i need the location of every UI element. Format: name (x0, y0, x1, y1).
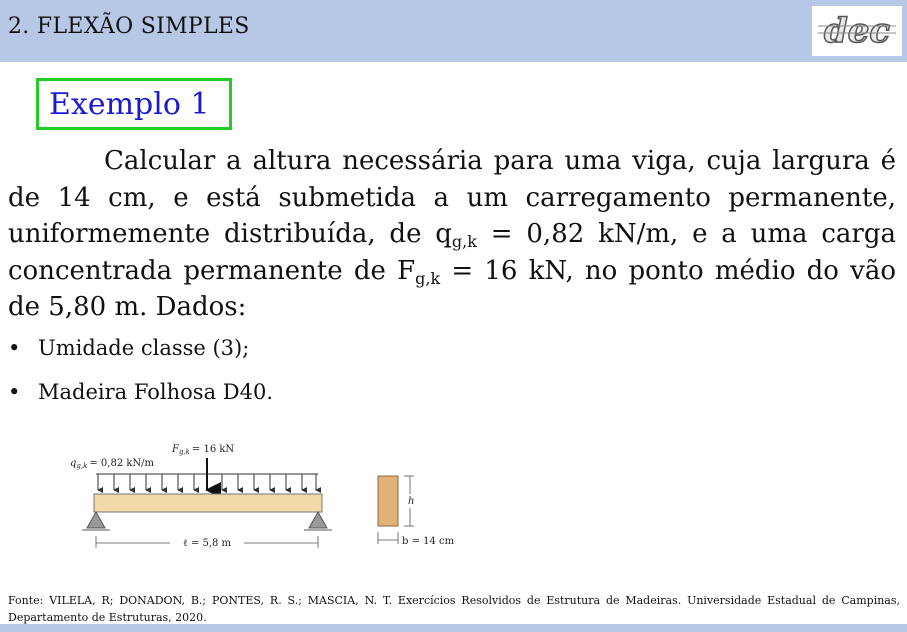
example-heading-box (36, 78, 232, 130)
width-label: b = 14 cm (402, 536, 455, 547)
bottom-bar (0, 624, 907, 632)
statement-part-2: = 0,82 kN/m, e a uma carga concentrada permanente de F (8, 219, 896, 286)
cross-section (378, 476, 398, 526)
list-item-text: Umidade classe (3); (38, 336, 250, 360)
section-title: 2. FLEXÃO SIMPLES (8, 14, 250, 39)
beam (94, 494, 322, 512)
width-dimension (378, 532, 398, 544)
list-item-text: Madeira Folhosa D40. (38, 380, 273, 404)
svg-text:qg,k= 0,82 kN/m: $q_{g,k} = 0,82$ kN/m (70, 458, 155, 470)
point-load-label (171, 444, 234, 456)
example-heading: Exemplo 1 (49, 87, 210, 122)
statement-part-1: Calcular a altura necessária para uma viga, cuja largura é de 14 cm, e está submetida a um carregamento permanente, uniformemente distribuída, de q (8, 146, 896, 249)
statement-part-3: = 16 kN, no ponto médio do vão de 5,80 m. Dados: (8, 255, 896, 322)
right-support (304, 512, 332, 530)
svg-text:Fg,k= 16 kN: $F_{g,k} = 16$ kN (172, 444, 235, 456)
dec-logo (812, 6, 902, 56)
span-label: ℓ = 5,8 m (182, 538, 232, 549)
statement-sub-2: g,k (415, 268, 441, 288)
left-support (82, 512, 110, 530)
beam-diagram (60, 432, 480, 562)
header-bar (0, 0, 907, 62)
distributed-load-label (70, 458, 155, 470)
statement-sub-1: g,k (451, 232, 477, 251)
logo-text: dec (823, 11, 891, 51)
bullet-icon: • (8, 336, 21, 360)
bullet-icon: • (8, 380, 21, 404)
height-label: h (408, 496, 415, 507)
source-citation: Fonte: VILELA, R; DONADON, B.; PONTES, R. S.; MASCIA, N. T. Exercícios Resolvidos de Estrutura de Madeiras. Universidade Estadual de Campinas, Departamento de Estruturas, 2020. (8, 594, 900, 624)
problem-statement (8, 143, 896, 326)
